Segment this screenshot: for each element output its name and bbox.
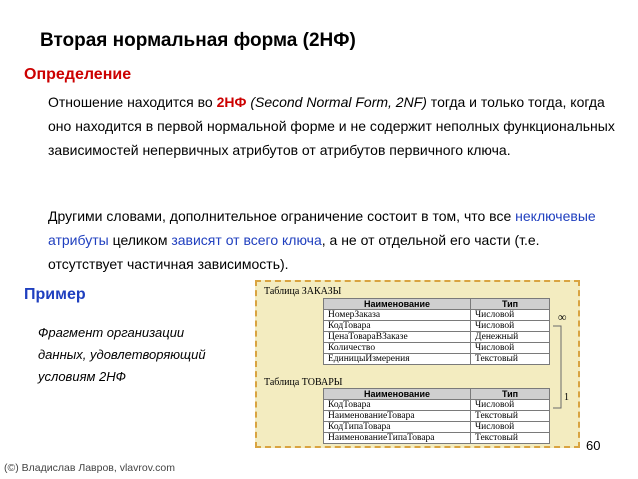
field-type: Текстовый xyxy=(471,411,550,422)
footer-copyright: (©) Владислав Лавров, vlavrov.com xyxy=(4,462,175,474)
fragment-line: условиям 2НФ xyxy=(38,369,126,384)
schema-diagram xyxy=(255,280,580,448)
page-number: 60 xyxy=(586,438,601,453)
field-name: КодТовара xyxy=(324,321,471,332)
relation-one-marker: 1 xyxy=(564,392,569,403)
explanation-text-2: целиком xyxy=(108,232,172,248)
field-name: Количество xyxy=(324,343,471,354)
table-products-label: Таблица ТОВАРЫ xyxy=(264,377,343,388)
highlight-nonkey-attributes: неключевые атрибуты xyxy=(48,208,596,248)
column-header-name: Наименование xyxy=(324,299,471,310)
relationship-connector xyxy=(257,282,578,446)
field-name: НаименованиеТовара xyxy=(324,411,471,422)
table-orders-label: Таблица ЗАКАЗЫ xyxy=(264,286,342,297)
definition-heading: Определение xyxy=(24,66,132,83)
relationship-line xyxy=(553,326,561,408)
relation-many-marker: ∞ xyxy=(558,310,567,324)
example-fragment-caption xyxy=(38,322,206,388)
explanation-paragraph xyxy=(48,204,618,276)
definition-paragraph xyxy=(48,90,618,162)
field-type: Текстовый xyxy=(471,354,550,365)
field-type: Денежный xyxy=(471,332,550,343)
highlight-depend-whole-key: зависят от всего ключа xyxy=(171,232,322,248)
field-type: Текстовый xyxy=(471,433,550,444)
term-2nf: 2НФ xyxy=(216,94,247,110)
field-type: Числовой xyxy=(471,321,550,332)
field-name: КодТипаТовара xyxy=(324,422,471,433)
fragment-line: Фрагмент организации xyxy=(38,325,185,340)
column-header-name: Наименование xyxy=(324,389,471,400)
field-name: ЕдиницыИзмерения xyxy=(324,354,471,365)
field-name: НомерЗаказа xyxy=(324,310,471,321)
field-type: Числовой xyxy=(471,343,550,354)
definition-text-end: тогда и только тогда, когда оно находится в первой нормальной форме и не содержит неполных функциональных зависимостей непервичных атрибутов от атрибутов первичного ключа. xyxy=(48,94,615,158)
explanation-text-1: Другими словами, дополнительное ограничение состоит в том, что все xyxy=(48,208,516,224)
field-name: КодТовара xyxy=(324,400,471,411)
slide-title: Вторая нормальная форма (2НФ) xyxy=(40,30,356,51)
field-name: НаименованиеТипаТовара xyxy=(324,433,471,444)
example-heading: Пример xyxy=(24,286,86,303)
field-type: Числовой xyxy=(471,310,550,321)
column-header-type: Тип xyxy=(471,299,550,310)
field-name: ЦенаТовараВЗаказе xyxy=(324,332,471,343)
explanation-text-3: , а не от отдельной его части (т.е. отсутствует частичная зависимость). xyxy=(48,232,540,272)
column-header-type: Тип xyxy=(471,389,550,400)
definition-text-start: Отношение находится во xyxy=(48,94,217,110)
field-type: Числовой xyxy=(471,422,550,433)
field-type: Числовой xyxy=(471,400,550,411)
fragment-line: данных, удовлетворяющий xyxy=(38,347,206,362)
term-english: (Second Normal Form, 2NF) xyxy=(250,94,427,110)
